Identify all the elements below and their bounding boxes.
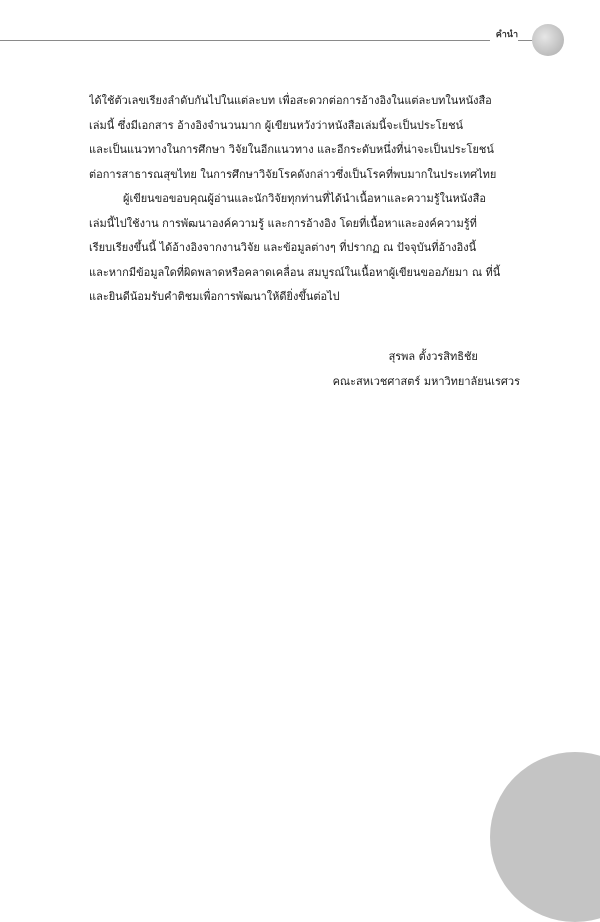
body-line: และเป็นแนวทางในการศึกษา วิจัยในอีกแนวทาง และอีกระดับหนึ่งที่น่าจะเป็นประโยชน์	[89, 143, 494, 156]
author-organization: คณะสหเวชศาสตร์ มหาวิทยาลัยนเรศวร	[332, 375, 520, 388]
body-line: และยินดีน้อมรับคำติชมเพื่อการพัฒนาให้ดียิ่งขึ้นต่อไป	[89, 290, 340, 303]
header-circle-decoration	[532, 24, 564, 56]
signature-block	[333, 344, 520, 394]
body-line-paragraph-start: ผู้เขียนขอขอบคุณผู้อ่านและนักวิจัยทุกท่านที่ได้นำเนื้อหาและความรู้ในหนังสือ	[123, 192, 486, 205]
body-line: เล่มนี้ ซึ่งมีเอกสาร อ้างอิงจำนวนมาก ผู้เขียนหวังว่าหนังสือเล่มนี้จะเป็นประโยชน์	[89, 118, 464, 132]
preface-body	[89, 89, 529, 310]
body-line: เล่มนี้ไปใช้งาน การพัฒนาองค์ความรู้ และการอ้างอิง โดยที่เนื้อหาและองค์ความรู้ที่	[89, 216, 477, 230]
footer-circle-decoration	[490, 752, 600, 922]
header-rule	[0, 40, 548, 41]
body-line: ได้ใช้ตัวเลขเรียงลำดับกันไปในแต่ละบท เพื่อสะดวกต่อการอ้างอิงในแต่ละบทในหนังสือ	[89, 94, 492, 107]
body-line: เรียบเรียงขึ้นนี้ ได้อ้างอิงจากงานวิจัย และข้อมูลต่างๆ ที่ปรากฏ ณ ปัจจุบันที่อ้างอิงนี้	[89, 241, 477, 254]
body-line: ต่อการสาธารณสุขไทย ในการศึกษาวิจัยโรคดังกล่าวซึ่งเป็นโรคที่พบมากในประเทศไทย	[89, 167, 497, 181]
author-name: สุรพล ตั้งวรสิทธิชัย	[388, 350, 478, 363]
body-line: และหากมีข้อมูลใดที่ผิดพลาดหรือคลาดเคลื่อน สมบูรณ์ในเนื้อหาผู้เขียนขออภัยมา ณ ที่นี้	[89, 265, 501, 279]
running-header-label: คำนำ	[490, 29, 518, 41]
